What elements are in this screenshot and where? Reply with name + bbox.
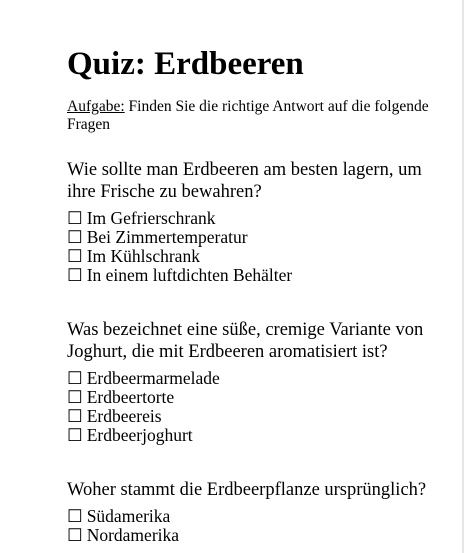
checkbox-icon[interactable]: ☐ xyxy=(67,265,83,285)
answer-option[interactable] xyxy=(67,426,447,445)
option-label: Nordamerika xyxy=(86,525,180,545)
answer-option[interactable] xyxy=(67,247,447,266)
checkbox-icon[interactable]: ☐ xyxy=(67,387,83,407)
option-label: Erdbeereis xyxy=(86,406,162,426)
answer-option[interactable] xyxy=(67,388,447,407)
option-label: Im Gefrierschrank xyxy=(86,208,216,228)
answer-options xyxy=(67,209,447,285)
task-text: Finden Sie die richtige Antwort auf die folgende Fragen xyxy=(67,98,429,133)
task-instructions xyxy=(67,98,447,134)
question-2 xyxy=(67,319,447,445)
quiz-document xyxy=(67,44,447,545)
answer-option[interactable] xyxy=(67,209,447,228)
page-title: Quiz: Erdbeeren xyxy=(67,46,304,82)
option-label: Erdbeermarmelade xyxy=(86,368,220,388)
checkbox-icon[interactable]: ☐ xyxy=(67,227,83,247)
checkbox-icon[interactable]: ☐ xyxy=(67,425,83,445)
checkbox-icon[interactable]: ☐ xyxy=(67,406,83,426)
question-3 xyxy=(67,479,447,545)
question-text: Wie sollte man Erdbeeren am besten lagern, um ihre Frische zu bewahren? xyxy=(67,160,422,202)
answer-options xyxy=(67,507,447,545)
option-label: Erdbeertorte xyxy=(86,387,175,407)
answer-option[interactable] xyxy=(67,369,447,388)
checkbox-icon[interactable]: ☐ xyxy=(67,368,83,388)
checkbox-icon[interactable]: ☐ xyxy=(67,246,83,266)
page-edge xyxy=(462,0,464,553)
question-text: Woher stammt die Erdbeerpflanze ursprünglich? xyxy=(67,480,427,500)
answer-option[interactable] xyxy=(67,407,447,426)
answer-option[interactable] xyxy=(67,526,447,545)
answer-option[interactable] xyxy=(67,266,447,285)
checkbox-icon[interactable]: ☐ xyxy=(67,208,83,228)
option-label: Im Kühlschrank xyxy=(86,246,200,266)
option-label: Bei Zimmertemperatur xyxy=(86,227,248,247)
question-text: Was bezeichnet eine süße, cremige Variante von Joghurt, die mit Erdbeeren aromatisiert ist? xyxy=(67,320,424,362)
checkbox-icon[interactable]: ☐ xyxy=(67,525,83,545)
question-1 xyxy=(67,159,447,285)
option-label: Erdbeerjoghurt xyxy=(86,425,193,445)
checkbox-icon[interactable]: ☐ xyxy=(67,506,83,526)
task-label: Aufgabe: xyxy=(67,98,125,115)
answer-option[interactable] xyxy=(67,228,447,247)
option-label: In einem luftdichten Behälter xyxy=(86,265,293,285)
option-label: Südamerika xyxy=(86,506,171,526)
answer-options xyxy=(67,369,447,445)
answer-option[interactable] xyxy=(67,507,447,526)
